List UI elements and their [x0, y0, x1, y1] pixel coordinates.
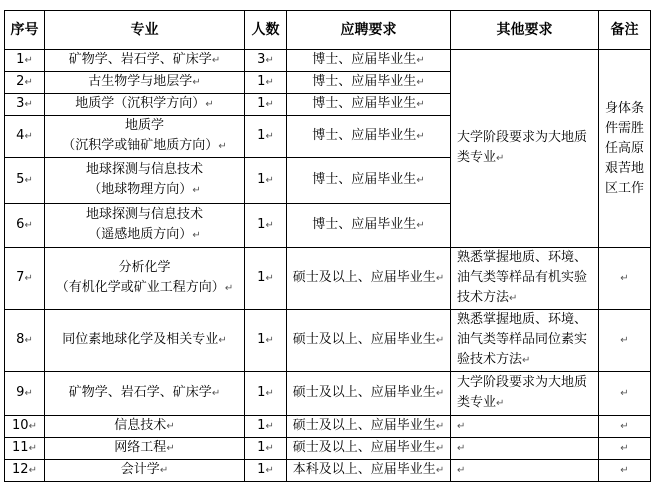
- cell-requirement: [287, 248, 451, 310]
- cell-no-text: 9: [16, 385, 25, 400]
- cell-no-text: 6: [16, 217, 25, 232]
- cell-count: [245, 50, 287, 72]
- paragraph-mark: ↵: [457, 465, 466, 476]
- cell-no: [5, 310, 45, 372]
- cell-other: [451, 460, 599, 482]
- cell-remark: [599, 248, 651, 310]
- cell-count: [245, 438, 287, 460]
- paragraph-mark: ↵: [496, 153, 505, 164]
- cell-count: [245, 372, 287, 416]
- paragraph-mark: ↵: [416, 175, 425, 186]
- paragraph-mark: ↵: [416, 77, 425, 88]
- major-line: 网络工程↵: [114, 440, 175, 455]
- cell-major: [45, 204, 245, 248]
- cell-major: [45, 50, 245, 72]
- cell-count-text: 1: [257, 270, 266, 285]
- major-line: 矿物学、岩石学、矿床学↵: [68, 52, 221, 67]
- header-other: 其他要求: [451, 11, 599, 50]
- header-major: 专业: [45, 11, 245, 50]
- paragraph-mark: ↵: [620, 465, 629, 476]
- cell-requirement-text: 硕士及以上、应届毕业生: [292, 440, 436, 455]
- cell-count: [245, 248, 287, 310]
- cell-remark: [599, 50, 651, 248]
- header-no: 序号: [5, 11, 45, 50]
- cell-no-text: 10: [12, 418, 29, 433]
- cell-no: [5, 372, 45, 416]
- major-line: （遥感地质方向）↵: [88, 227, 201, 242]
- paragraph-mark: ↵: [265, 131, 274, 142]
- paragraph-mark: ↵: [435, 273, 445, 284]
- cell-requirement: [287, 438, 451, 460]
- cell-requirement: [287, 116, 451, 158]
- cell-count: [245, 94, 287, 116]
- cell-no: [5, 50, 45, 72]
- cell-remark: [599, 438, 651, 460]
- paragraph-mark: ↵: [192, 230, 201, 241]
- paragraph-mark: ↵: [265, 220, 274, 231]
- paragraph-mark: ↵: [620, 421, 629, 432]
- cell-major: [45, 158, 245, 204]
- cell-count: [245, 116, 287, 158]
- cell-no-text: 8: [16, 332, 25, 347]
- cell-no-text: 1: [16, 52, 25, 67]
- cell-count-text: 1: [257, 96, 266, 111]
- cell-count-text: 1: [257, 385, 266, 400]
- paragraph-mark: ↵: [265, 465, 274, 476]
- paragraph-mark: ↵: [24, 220, 33, 231]
- table-row: [5, 416, 651, 438]
- paragraph-mark: ↵: [457, 443, 466, 454]
- paragraph-mark: ↵: [24, 388, 33, 399]
- cell-requirement-text: 博士、应届毕业生: [312, 52, 417, 67]
- cell-major: [45, 372, 245, 416]
- cell-no: [5, 204, 45, 248]
- paragraph-mark: ↵: [28, 421, 37, 432]
- cell-remark: [599, 310, 651, 372]
- table-row: [5, 310, 651, 372]
- cell-no: [5, 116, 45, 158]
- paragraph-mark: ↵: [218, 335, 227, 346]
- cell-count: [245, 310, 287, 372]
- table-row: [5, 50, 651, 72]
- major-line: 地质学: [124, 118, 164, 133]
- cell-count: [245, 204, 287, 248]
- cell-other-text: 大学阶段要求为大地质类专业: [457, 375, 588, 410]
- cell-other: [451, 416, 599, 438]
- cell-count-text: 3: [257, 52, 266, 67]
- paragraph-mark: ↵: [166, 443, 175, 454]
- major-line: 矿物学、岩石学、矿床学↵: [68, 385, 221, 400]
- cell-count-text: 1: [257, 462, 266, 477]
- major-line: 会计学↵: [120, 462, 169, 477]
- cell-requirement-text: 硕士及以上、应届毕业生: [292, 270, 436, 285]
- table-row: [5, 372, 651, 416]
- cell-no-text: 5: [16, 172, 25, 187]
- paragraph-mark: ↵: [416, 55, 425, 66]
- paragraph-mark: ↵: [265, 388, 274, 399]
- cell-count: [245, 416, 287, 438]
- paragraph-mark: ↵: [24, 335, 33, 346]
- paragraph-mark: ↵: [265, 77, 274, 88]
- paragraph-mark: ↵: [24, 55, 33, 66]
- paragraph-mark: ↵: [620, 388, 629, 399]
- cell-major: [45, 248, 245, 310]
- paragraph-mark: ↵: [166, 421, 175, 432]
- cell-requirement-text: 博士、应届毕业生: [312, 96, 417, 111]
- cell-requirement-text: 本科及以上、应届毕业生: [292, 462, 436, 477]
- major-line: （地球物理方向）↵: [88, 182, 201, 197]
- cell-no-text: 12: [12, 462, 29, 477]
- cell-major: [45, 416, 245, 438]
- paragraph-mark: ↵: [192, 77, 201, 88]
- paragraph-mark: ↵: [416, 99, 425, 110]
- paragraph-mark: ↵: [435, 443, 445, 454]
- cell-major: [45, 116, 245, 158]
- paragraph-mark: ↵: [265, 443, 274, 454]
- cell-no: [5, 416, 45, 438]
- cell-requirement-text: 硕士及以上、应届毕业生: [292, 385, 436, 400]
- cell-major: [45, 310, 245, 372]
- cell-other-text: 熟悉掌握地质、环境、油气类等样品同位素实验技术方法: [457, 312, 588, 367]
- cell-requirement: [287, 372, 451, 416]
- cell-requirement-text: 博士、应届毕业生: [312, 128, 417, 143]
- paragraph-mark: ↵: [24, 99, 33, 110]
- paragraph-mark: ↵: [509, 293, 518, 304]
- major-line: （有机化学或矿业工程方向）↵: [55, 280, 234, 295]
- cell-major: [45, 72, 245, 94]
- cell-requirement: [287, 416, 451, 438]
- cell-requirement: [287, 310, 451, 372]
- major-line: 地球探测与信息技术: [85, 207, 203, 222]
- cell-requirement: [287, 72, 451, 94]
- paragraph-mark: ↵: [265, 335, 274, 346]
- cell-no-text: 11: [12, 440, 29, 455]
- paragraph-mark: ↵: [435, 388, 445, 399]
- paragraph-mark: ↵: [28, 465, 37, 476]
- cell-count: [245, 158, 287, 204]
- paragraph-mark: ↵: [24, 273, 33, 284]
- cell-no: [5, 72, 45, 94]
- paragraph-mark: ↵: [620, 443, 629, 454]
- paragraph-mark: ↵: [205, 99, 214, 110]
- paragraph-mark: ↵: [416, 220, 425, 231]
- major-line: 同位素地球化学及相关专业↵: [62, 332, 227, 347]
- paragraph-mark: ↵: [218, 141, 227, 152]
- cell-count-text: 1: [257, 418, 266, 433]
- paragraph-mark: ↵: [265, 175, 274, 186]
- table-row: [5, 460, 651, 482]
- major-line: 地球探测与信息技术: [85, 162, 203, 177]
- paragraph-mark: ↵: [416, 131, 425, 142]
- paragraph-mark: ↵: [496, 398, 505, 409]
- major-line: 地质学（沉积学方向）↵: [75, 96, 214, 111]
- paragraph-mark: ↵: [522, 355, 531, 366]
- major-line: （沉积学或铀矿地质方向）↵: [62, 138, 227, 153]
- cell-count-text: 1: [257, 440, 266, 455]
- cell-remark-text: 身体条件需胜任高原艰苦地区工作: [604, 100, 644, 196]
- paragraph-mark: ↵: [24, 175, 33, 186]
- cell-remark: [599, 372, 651, 416]
- cell-count: [245, 460, 287, 482]
- paragraph-mark: ↵: [620, 273, 629, 284]
- recruitment-table: [4, 10, 651, 482]
- cell-count-text: 1: [257, 172, 266, 187]
- cell-no: [5, 158, 45, 204]
- header-count: 人数: [245, 11, 287, 50]
- paragraph-mark: ↵: [435, 335, 445, 346]
- cell-count-text: 1: [257, 217, 266, 232]
- cell-remark: [599, 460, 651, 482]
- cell-requirement-text: 博士、应届毕业生: [312, 74, 417, 89]
- paragraph-mark: ↵: [265, 273, 274, 284]
- cell-no-text: 7: [16, 270, 25, 285]
- cell-other: [451, 438, 599, 460]
- cell-no: [5, 460, 45, 482]
- paragraph-mark: ↵: [159, 465, 169, 476]
- paragraph-mark: ↵: [224, 283, 234, 294]
- paragraph-mark: ↵: [435, 421, 445, 432]
- cell-requirement: [287, 460, 451, 482]
- cell-no: [5, 438, 45, 460]
- cell-other: [451, 372, 599, 416]
- paragraph-mark: ↵: [265, 55, 274, 66]
- cell-requirement-text: 硕士及以上、应届毕业生: [292, 418, 436, 433]
- cell-requirement-text: 博士、应届毕业生: [312, 217, 417, 232]
- cell-requirement: [287, 94, 451, 116]
- paragraph-mark: ↵: [211, 55, 221, 66]
- cell-requirement: [287, 158, 451, 204]
- table-row: [5, 438, 651, 460]
- cell-other-text: 大学阶段要求为大地质类专业: [457, 130, 588, 165]
- cell-other-text: 熟悉掌握地质、环境、油气类等样品有机实验技术方法: [457, 250, 588, 305]
- paragraph-mark: ↵: [24, 131, 33, 142]
- major-line: 分析化学: [118, 260, 171, 275]
- paragraph-mark: ↵: [457, 421, 466, 432]
- cell-count-text: 1: [257, 74, 266, 89]
- cell-requirement-text: 硕士及以上、应届毕业生: [292, 332, 436, 347]
- cell-no-text: 2: [16, 74, 25, 89]
- major-line: 信息技术↵: [114, 418, 175, 433]
- cell-other: [451, 50, 599, 248]
- cell-requirement-text: 博士、应届毕业生: [312, 172, 417, 187]
- cell-no-text: 4: [16, 128, 25, 143]
- header-remark: 备注: [599, 11, 651, 50]
- cell-no: [5, 94, 45, 116]
- header-requirement: 应聘要求: [287, 11, 451, 50]
- cell-count-text: 1: [257, 128, 266, 143]
- cell-other: [451, 310, 599, 372]
- paragraph-mark: ↵: [435, 465, 445, 476]
- cell-remark: [599, 416, 651, 438]
- cell-no: [5, 248, 45, 310]
- table-row: [5, 248, 651, 310]
- cell-major: [45, 94, 245, 116]
- cell-requirement: [287, 204, 451, 248]
- paragraph-mark: ↵: [265, 99, 274, 110]
- cell-other: [451, 248, 599, 310]
- cell-major: [45, 438, 245, 460]
- paragraph-mark: ↵: [192, 185, 201, 196]
- paragraph-mark: ↵: [28, 443, 37, 454]
- header-row: [5, 11, 651, 50]
- cell-count-text: 1: [257, 332, 266, 347]
- paragraph-mark: ↵: [265, 421, 274, 432]
- paragraph-mark: ↵: [620, 335, 629, 346]
- paragraph-mark: ↵: [24, 77, 33, 88]
- cell-requirement: [287, 50, 451, 72]
- major-line: 古生物学与地层学↵: [88, 74, 201, 89]
- cell-major: [45, 460, 245, 482]
- paragraph-mark: ↵: [211, 388, 221, 399]
- cell-count: [245, 72, 287, 94]
- cell-no-text: 3: [16, 96, 25, 111]
